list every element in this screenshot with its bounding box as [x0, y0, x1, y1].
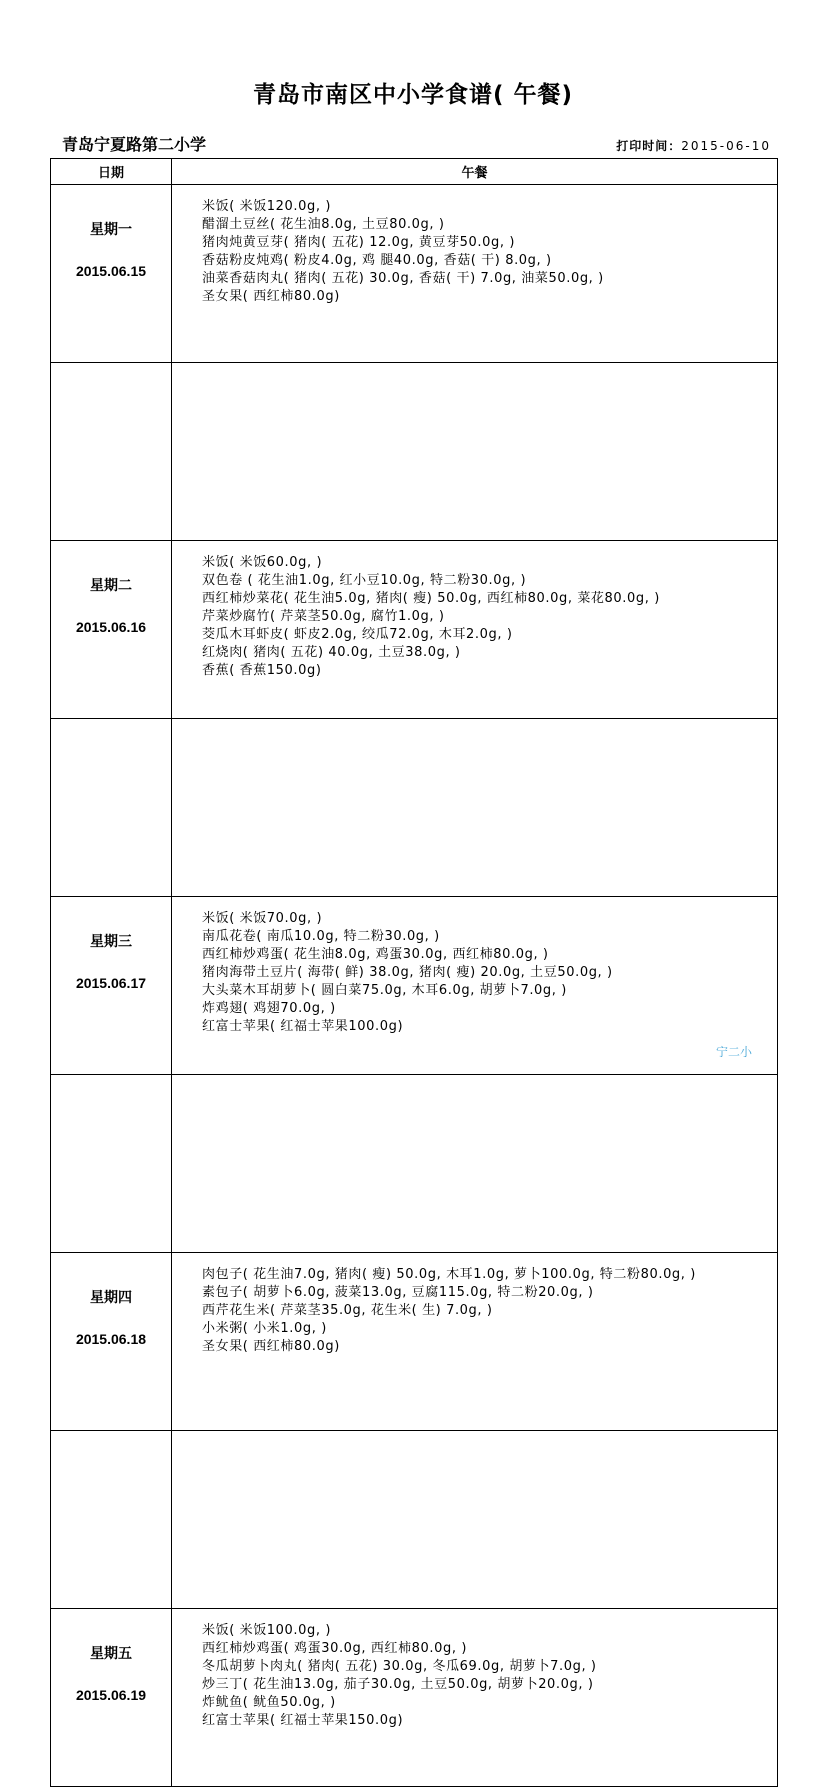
- dishes-cell: [172, 541, 778, 719]
- dish-item: 米饭( 米饭100.0g, ): [202, 1623, 332, 1638]
- dish-item: 双色卷 ( 花生油1.0g, 红小豆10.0g, 特二粉30.0g, ): [202, 573, 527, 588]
- dish-item: 醋溜土豆丝( 花生油8.0g, 土豆80.0g, ): [202, 217, 445, 232]
- date: 2015.06.19: [75, 1687, 147, 1703]
- dish-item: 西红柿炒菜花( 花生油5.0g, 猪肉( 瘦) 50.0g, 西红柿80.0g, 菜花80.0g, ): [202, 591, 660, 606]
- menu-table: [50, 158, 778, 1787]
- dishes-cell: [172, 185, 778, 363]
- dish-item: 芹菜炒腐竹( 芹菜茎50.0g, 腐竹1.0g, ): [202, 609, 445, 624]
- dish-item: 冬瓜胡萝卜肉丸( 猪肉( 五花) 30.0g, 冬瓜69.0g, 胡萝卜7.0g, ): [202, 1659, 597, 1674]
- header-lunch: 午餐: [172, 159, 778, 185]
- dish-item: 南瓜花卷( 南瓜10.0g, 特二粉30.0g, ): [202, 929, 440, 944]
- dish-item: 红富士苹果( 红福士苹果100.0g): [202, 1019, 404, 1034]
- print-time-value: 2015-06-10: [681, 139, 771, 153]
- dishes-cell: [172, 897, 778, 1075]
- dish-item: 素包子( 胡萝卜6.0g, 菠菜13.0g, 豆腐115.0g, 特二粉20.0g, ): [202, 1285, 594, 1300]
- table-row: [51, 897, 778, 1075]
- table-row: [51, 1253, 778, 1431]
- dish-list: [202, 554, 762, 680]
- weekday: 星期四: [90, 1290, 132, 1306]
- dish-list: [202, 198, 762, 306]
- page-title: 青岛市南区中小学食谱( 午餐): [252, 82, 574, 108]
- dishes-cell: [172, 1253, 778, 1431]
- print-time-label: 打印时间：: [616, 139, 682, 153]
- dish-item: 圣女果( 西红柿80.0g): [202, 289, 340, 304]
- school-name: 青岛宁夏路第二小学: [62, 135, 207, 154]
- dish-item: 红烧肉( 猪肉( 五花) 40.0g, 土豆38.0g, ): [202, 645, 461, 660]
- menu-body: [51, 185, 778, 1787]
- dish-item: 猪肉海带土豆片( 海带( 鲜) 38.0g, 猪肉( 瘦) 20.0g, 土豆50.0g, ): [202, 965, 613, 980]
- dish-item: 茭瓜木耳虾皮( 虾皮2.0g, 绞瓜72.0g, 木耳2.0g, ): [202, 627, 513, 642]
- table-header-row: [51, 159, 778, 185]
- dish-item: 西芹花生米( 芹菜茎35.0g, 花生米( 生) 7.0g, ): [202, 1303, 493, 1318]
- dish-item: 米饭( 米饭60.0g, ): [202, 555, 323, 570]
- date: 2015.06.15: [75, 263, 147, 279]
- weekday: 星期一: [90, 222, 132, 238]
- dish-item: 大头菜木耳胡萝卜( 圆白菜75.0g, 木耳6.0g, 胡萝卜7.0g, ): [202, 983, 567, 998]
- dish-item: 肉包子( 花生油7.0g, 猪肉( 瘦) 50.0g, 木耳1.0g, 萝卜100.0g, 特二粉80.0g, ): [202, 1267, 696, 1282]
- header-date: 日期: [51, 159, 172, 185]
- dish-item: 炸鸡翅( 鸡翅70.0g, ): [202, 1001, 336, 1016]
- day-cell: [51, 541, 172, 719]
- weekday: 星期五: [90, 1646, 132, 1662]
- date: 2015.06.16: [75, 619, 147, 635]
- table-row: [51, 185, 778, 363]
- dish-item: 米饭( 米饭120.0g, ): [202, 199, 332, 214]
- dish-item: 圣女果( 西红柿80.0g): [202, 1339, 340, 1354]
- dish-item: 香菇粉皮炖鸡( 粉皮4.0g, 鸡 腿40.0g, 香菇( 干) 8.0g, ): [202, 253, 552, 268]
- row-gap: [51, 363, 778, 541]
- dish-item: 香蕉( 香蕉150.0g): [202, 663, 322, 678]
- dish-item: 炒三丁( 花生油13.0g, 茄子30.0g, 土豆50.0g, 胡萝卜20.0g, ): [202, 1677, 594, 1692]
- row-gap: [51, 1075, 778, 1253]
- dish-item: 小米粥( 小米1.0g, ): [202, 1321, 327, 1336]
- weekday: 星期二: [90, 578, 132, 594]
- watermark-logo: 宁二小: [716, 1045, 753, 1059]
- table-row: [51, 1609, 778, 1787]
- dish-item: 猪肉炖黄豆芽( 猪肉( 五花) 12.0g, 黄豆芽50.0g, ): [202, 235, 516, 250]
- dish-list: [202, 1622, 762, 1730]
- print-time: [616, 137, 771, 154]
- dish-item: 西红柿炒鸡蛋( 鸡蛋30.0g, 西红柿80.0g, ): [202, 1641, 467, 1656]
- dish-item: 西红柿炒鸡蛋( 花生油8.0g, 鸡蛋30.0g, 西红柿80.0g, ): [202, 947, 549, 962]
- dish-item: 油菜香菇肉丸( 猪肉( 五花) 30.0g, 香菇( 干) 7.0g, 油菜50.0g, ): [202, 271, 604, 286]
- dish-list: [202, 1266, 762, 1356]
- dish-item: 米饭( 米饭70.0g, ): [202, 911, 323, 926]
- dishes-cell: [172, 1609, 778, 1787]
- day-cell: [51, 1253, 172, 1431]
- day-cell: [51, 185, 172, 363]
- weekday: 星期三: [90, 934, 132, 950]
- date: 2015.06.18: [75, 1331, 147, 1347]
- day-cell: [51, 1609, 172, 1787]
- dish-list: [202, 910, 762, 1036]
- dish-item: 红富士苹果( 红福士苹果150.0g): [202, 1713, 404, 1728]
- table-row: [51, 541, 778, 719]
- day-cell: [51, 897, 172, 1075]
- row-gap: [51, 1431, 778, 1609]
- date: 2015.06.17: [75, 975, 147, 991]
- dish-item: 炸鱿鱼( 鱿鱼50.0g, ): [202, 1695, 336, 1710]
- row-gap: [51, 719, 778, 897]
